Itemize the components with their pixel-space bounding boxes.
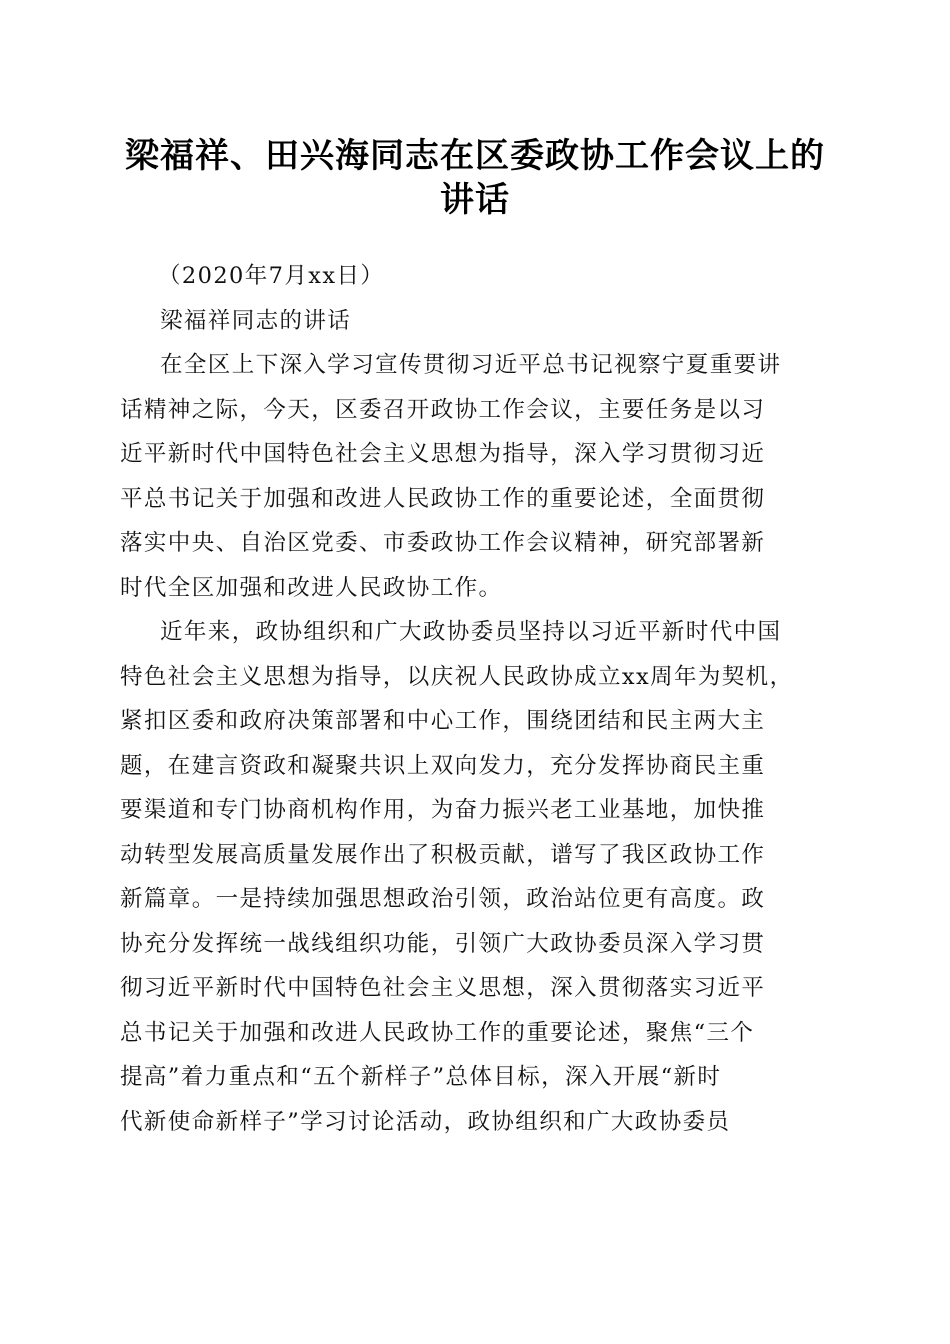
paragraph-line: 代新使命新样子”学习讨论活动，政协组织和广大政协委员 — [120, 1108, 731, 1135]
paragraph-line: 落实中央、自治区党委、市委政协工作会议精神，研究部署新 — [120, 530, 766, 556]
paragraph-line: 新篇章。一是持续加强思想政治引领，政治站位更有高度。政 — [120, 886, 766, 912]
speech-date: （2020年7月xx日） — [158, 263, 385, 289]
paragraph-line: 近平新时代中国特色社会主义思想为指导，深入学习贯彻习近 — [120, 441, 766, 467]
paragraph-line: 平总书记关于加强和改进人民政协工作的重要论述，全面贯彻 — [120, 485, 766, 512]
paragraph-2 — [120, 610, 830, 1144]
paragraph-line: 近年来，政协组织和广大政协委员坚持以习近平新时代中国 — [160, 619, 782, 645]
paragraph-1 — [120, 343, 830, 610]
paragraph-line: 特色社会主义思想为指导，以庆祝人民政协成立xx周年为契机， — [120, 663, 794, 690]
paragraph-line: 提高”着力重点和“五个新样子”总体目标，深入开展“新时 — [120, 1064, 722, 1090]
paragraph-line: 总书记关于加强和改进人民政协工作的重要论述，聚焦“三个 — [120, 1019, 755, 1046]
title-line-2: 讲话 — [440, 180, 510, 220]
paragraph-line: 话精神之际，今天，区委召开政协工作会议，主要任务是以习 — [120, 396, 766, 423]
paragraph-line: 彻习近平新时代中国特色社会主义思想，深入贯彻落实习近平 — [120, 975, 766, 1001]
paragraph-line: 协充分发挥统一战线组织功能，引领广大政协委员深入学习贯 — [120, 930, 766, 957]
speaker-heading: 梁福祥同志的讲话 — [160, 307, 352, 334]
paragraph-line: 时代全区加强和改进人民政协工作。 — [120, 574, 503, 601]
document-title — [100, 134, 850, 222]
title-line-1: 梁福祥、田兴海同志在区委政协工作会议上的 — [125, 136, 825, 176]
paragraph-line: 在全区上下深入学习宣传贯彻习近平总书记视察宁夏重要讲 — [160, 352, 782, 378]
document-body — [120, 254, 830, 1144]
paragraph-line: 要渠道和专门协商机构作用，为奋力振兴老工业基地，加快推 — [120, 797, 766, 823]
paragraph-line: 动转型发展高质量发展作出了积极贡献，谱写了我区政协工作 — [120, 841, 766, 868]
paragraph-line: 紧扣区委和政府决策部署和中心工作，围绕团结和民主两大主 — [120, 708, 766, 734]
paragraph-line: 题，在建言资政和凝聚共识上双向发力，充分发挥协商民主重 — [120, 752, 766, 779]
